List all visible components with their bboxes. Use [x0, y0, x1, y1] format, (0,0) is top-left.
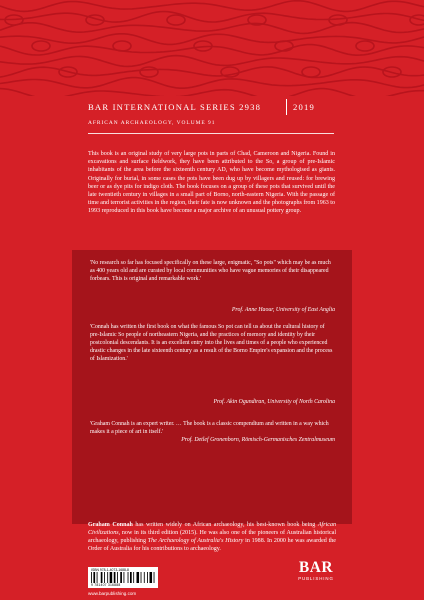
- pattern-line: [0, 78, 424, 89]
- endorsement-quote: 'Graham Connah is an expert writer. … The book is a classic compendium and written in a way which makes it a piece of art in itself.': [90, 421, 329, 435]
- pattern-line: [0, 34, 424, 45]
- author-name: Graham Connah: [88, 522, 133, 528]
- logo-sub: PUBLISHING: [298, 576, 334, 581]
- subseries-title: AFRICAN ARCHAEOLOGY, VOLUME 91: [88, 120, 216, 126]
- pattern-line: [0, 56, 424, 67]
- bio-text: , now in its third edition (2015). He was also one of the pioneers of Australian historical archaeology, publishing: [88, 530, 336, 545]
- pattern-line: [0, 89, 424, 96]
- barcode-bars: [91, 572, 155, 583]
- endorsement-quote: 'Connah has written the first book on what the famous So pot can tell us about the cultural history of pre-Islamic So people of northeastern Nigeria, and the practices of memory and identity by their postcolonial descendants. It is an excellent entry into the lives and times of a people who experienced drastic changes in the late sixteenth century as a result of the Borno Empire's expansion and the process of Islamization.': [90, 324, 333, 362]
- logo-main: BAR: [298, 559, 334, 576]
- endorsement-attribution: Prof. Detlef Gronenborn, Römisch-Germanisches Zentralmuseum: [181, 437, 335, 443]
- isbn-barcode: [88, 567, 158, 588]
- series-title: BAR INTERNATIONAL SERIES 2938: [88, 102, 262, 112]
- series-year: 2019: [293, 102, 315, 112]
- decorative-pattern: [0, 0, 424, 96]
- pattern-ring: [32, 41, 50, 51]
- series-divider: [286, 99, 287, 115]
- book-title: African Civilizations: [88, 522, 336, 537]
- book-description: This book is an original study of very large pots in parts of Chad, Cameroon and Nigeria. Found in excavations and surface fieldwork, they have been attributed to the So, a group of pre-Islamic inhabitants of the area before the sixteenth century AD, who have become mythologised as giants. Originally for burial, in some cases the pots have been dug up by villagers and reused: for brewing beer or as dye pits for indigo cloth. The book focuses on a group of these pots that survived until the late twentieth century in villages in a small part of Borno, north-eastern Nigeria. With the passage of time and terrorist activities in the region, their fate is now unknown and the photographs from 1963 to 1993 reproduced in this book have become a major archive of an unusual pottery group.: [88, 151, 335, 215]
- publisher-url[interactable]: www.barpublishing.com: [88, 591, 137, 596]
- pattern-line: [0, 1, 424, 12]
- endorsement-attribution: Prof. Akin Ogundiran, University of North Carolina: [213, 399, 335, 405]
- pattern-line: [0, 23, 424, 34]
- series-heading: [88, 102, 348, 112]
- isbn-label: ISBN 978-1-4073-1688-8: [91, 568, 129, 572]
- endorsements-panel: [72, 250, 352, 524]
- pattern-ring: [140, 67, 158, 77]
- publisher-logo: [296, 560, 336, 581]
- pattern-line: [0, 12, 424, 23]
- bio-text: has written widely on African archaeology, his best-known book being: [132, 522, 318, 528]
- pattern-ring: [113, 41, 131, 51]
- barcode-digits: 9 781407 316888: [91, 583, 121, 587]
- author-bio: [88, 521, 336, 553]
- pattern-ring: [302, 67, 320, 77]
- bio-text: in 1988. In 2000 he was awarded the Order of Australia for his contributions to archaeology.: [88, 538, 336, 553]
- book-title: The Archaeology of Australia's History: [147, 538, 244, 545]
- endorsement-attribution: Prof. Anne Haour, University of East Anglia: [231, 307, 335, 313]
- pattern-ring: [356, 41, 374, 51]
- header-rule: [88, 133, 334, 134]
- endorsement-quote: 'No research so far has focused specifically on these large, enigmatic, "So pots" which may be as much as 400 years old and are curated by local communities who have vague memories of their disappeared forbears. This is original and remarkable work.': [90, 260, 331, 282]
- pattern-ring: [167, 15, 185, 25]
